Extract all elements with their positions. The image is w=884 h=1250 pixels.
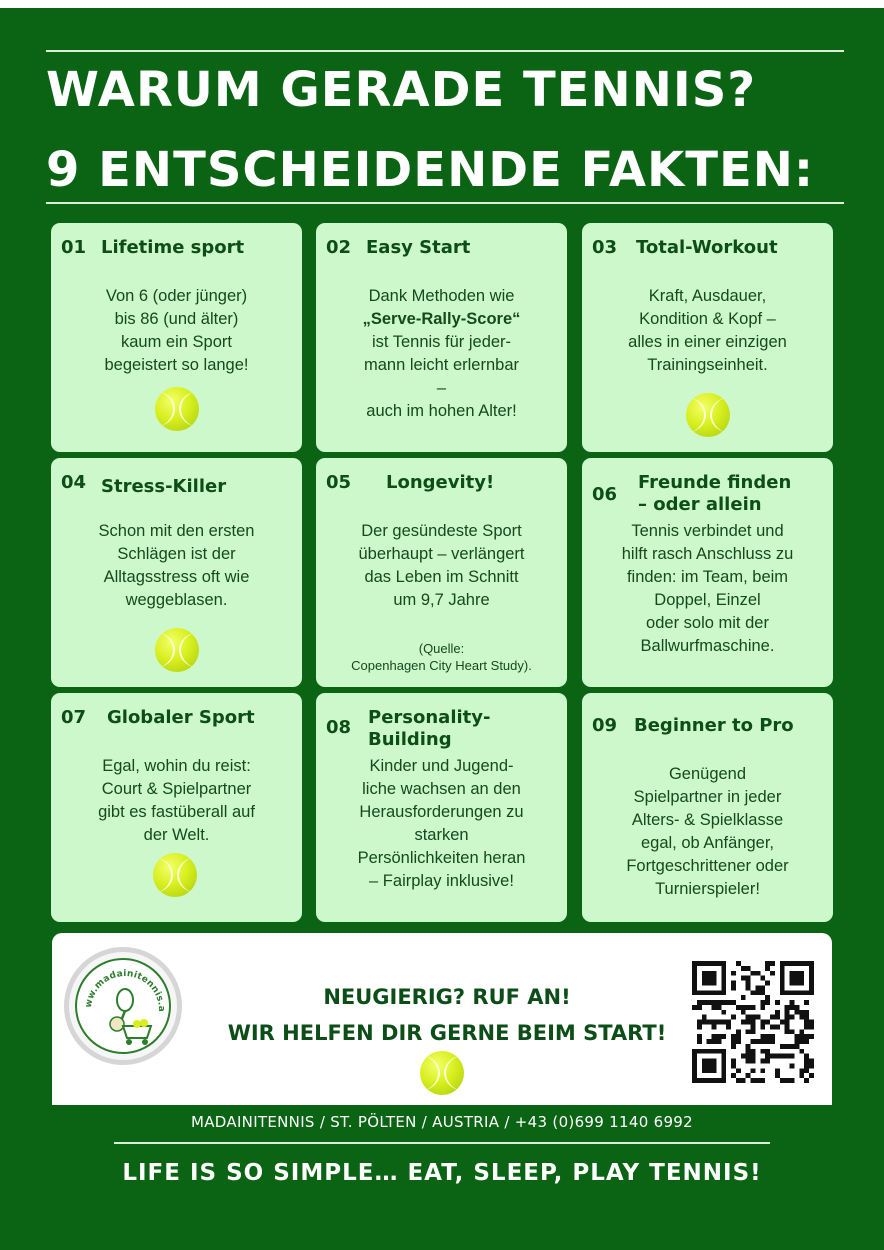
card-body: Kinder und Jugend- liche wachsen an den Herausforderungen zu starken Persönlichkeiten heran – Fairplay inklusive! — [357, 757, 526, 890]
card-number: 01 — [61, 237, 87, 258]
tennis-ball-icon — [420, 1051, 464, 1095]
fact-card-06 — [582, 458, 833, 687]
card-number: 04 — [61, 472, 87, 493]
fact-card-09 — [582, 693, 833, 922]
card-title: Personality- Building — [368, 707, 491, 750]
card-number: 09 — [592, 715, 618, 736]
card-title: Freunde finden – oder allein — [638, 472, 792, 515]
svg-text:www.madainitennis.at — [77, 960, 166, 1012]
headline-line-2: 9 ENTSCHEIDENDE FAKTEN: — [46, 142, 815, 198]
poster — [0, 8, 884, 1250]
logo-graphic — [77, 960, 173, 1056]
card-title: Lifetime sport — [101, 237, 245, 258]
card-body: Kraft, Ausdauer, Kondition & Kopf – alles in einer einzigen Trainingseinheit. — [628, 287, 787, 374]
logo-url-text: ww.madainitennis.a — [83, 968, 167, 1013]
card-body: Von 6 (oder jünger) bis 86 (und älter) kaum ein Sport begeistert so lange! — [104, 287, 249, 374]
card-title: Beginner to Pro — [634, 715, 794, 736]
card-body: Der gesündeste Sport überhaupt – verlängert das Leben im Schnitt um 9,7 Jahre — [358, 522, 525, 609]
cta-headline: NEUGIERIG? RUF AN! — [323, 985, 571, 1009]
card-body-intro: Dank Methoden wie — [368, 287, 515, 305]
fact-card-08 — [316, 693, 567, 922]
source-note: (Quelle: Copenhagen City Heart Study). — [351, 641, 532, 673]
fact-card-07 — [51, 693, 302, 922]
card-number: 07 — [61, 707, 87, 728]
fact-card-01 — [51, 223, 302, 452]
card-body: Egal, wohin du reist: Court & Spielpartner gibt es fastüberall auf der Welt. — [98, 757, 255, 844]
headline-rule — [46, 202, 844, 204]
cta-subline: WIR HELFEN DIR GERNE BEIM START! — [227, 1021, 667, 1045]
slogan: LIFE IS SO SIMPLE… EAT, SLEEP, PLAY TENNIS! — [122, 1160, 762, 1186]
fact-card-03 — [582, 223, 833, 452]
call-to-action-panel — [52, 933, 832, 1105]
tennis-ball-icon — [686, 393, 730, 437]
tennis-ball-icon — [153, 853, 197, 897]
card-number: 03 — [592, 237, 618, 258]
tennis-ball-icon — [155, 387, 199, 431]
contact-line: MADAINITENNIS / ST. PÖLTEN / AUSTRIA / +43 (0)699 1140 6992 — [191, 1113, 693, 1131]
card-body: Tennis verbindet und hilft rasch Anschluss zu finden: im Team, beim Doppel, Einzel oder solo mit der Ballwurfmaschine. — [621, 522, 794, 655]
card-number: 02 — [326, 237, 352, 258]
madainitennis-logo — [64, 947, 182, 1065]
card-title: Globaler Sport — [107, 707, 255, 728]
card-number: 05 — [326, 472, 352, 493]
headline-line-1: WARUM GERADE TENNIS? — [46, 62, 757, 118]
tennis-ball-icon — [155, 628, 199, 672]
footer-rule — [114, 1142, 770, 1144]
fact-card-02 — [316, 223, 567, 452]
fact-card-05 — [316, 458, 567, 687]
logo-badge — [75, 958, 171, 1054]
top-rule — [46, 50, 844, 52]
card-title: Longevity! — [386, 472, 495, 493]
card-number: 06 — [592, 484, 618, 505]
card-title: Total-Workout — [636, 237, 778, 258]
card-title: Easy Start — [366, 237, 471, 258]
card-body: Genügend Spielpartner in jeder Alters- & Spielklasse egal, ob Anfänger, Fortgeschrittener oder Turnierspieler! — [626, 765, 789, 898]
fact-card-04 — [51, 458, 302, 687]
card-body — [320, 285, 563, 423]
card-body: Schon mit den ersten Schlägen ist der Alltagsstress oft wie weggeblasen. — [98, 522, 255, 609]
card-title: Stress-Killer — [101, 476, 227, 497]
qr-code[interactable] — [692, 961, 814, 1083]
card-body-rest: ist Tennis für jeder- mann leicht erlernbar – auch im hohen Alter! — [364, 333, 519, 420]
card-body-method: „Serve-Rally-Score“ — [362, 310, 521, 328]
card-number: 08 — [326, 717, 352, 738]
